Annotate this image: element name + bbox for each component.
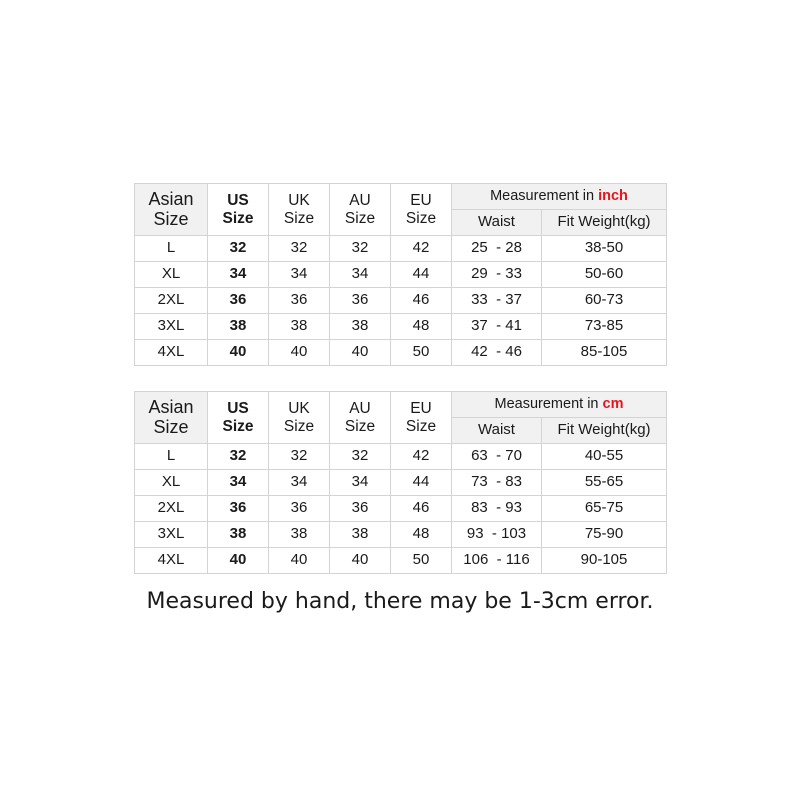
eu-size-cell: 46 [391, 496, 452, 522]
table-row [135, 496, 667, 522]
size-table-inch [134, 183, 667, 366]
au-size-header: AU Size [330, 184, 391, 236]
fit-weight-cell: 50-60 [542, 262, 667, 288]
fit-weight-cell: 38-50 [542, 236, 667, 262]
eu-size-header: EU Size [391, 392, 452, 444]
asian-size-header: Asian Size [135, 184, 208, 236]
size-table-cm [134, 391, 667, 574]
au-size-cell: 38 [330, 314, 391, 340]
asian-size-cell: 4XL [135, 548, 208, 574]
waist-header: Waist [452, 210, 542, 236]
waist-cell: 73 - 83 [452, 470, 542, 496]
eu-size-cell: 48 [391, 522, 452, 548]
waist-cell: 37 - 41 [452, 314, 542, 340]
uk-size-cell: 40 [269, 340, 330, 366]
uk-size-header: UK Size [269, 392, 330, 444]
fit-weight-cell: 65-75 [542, 496, 667, 522]
eu-size-cell: 42 [391, 444, 452, 470]
table-row [135, 236, 667, 262]
waist-header: Waist [452, 418, 542, 444]
eu-size-cell: 42 [391, 236, 452, 262]
table-row [135, 288, 667, 314]
measurement-header: Measurement in cm [452, 392, 667, 418]
uk-size-header: UK Size [269, 184, 330, 236]
fit-weight-cell: 55-65 [542, 470, 667, 496]
eu-size-cell: 48 [391, 314, 452, 340]
waist-cell: 83 - 93 [452, 496, 542, 522]
asian-size-cell: 2XL [135, 496, 208, 522]
asian-size-cell: 3XL [135, 314, 208, 340]
fit-weight-header: Fit Weight(kg) [542, 418, 667, 444]
table-row [135, 314, 667, 340]
us-size-cell: 32 [208, 236, 269, 262]
table-row [135, 548, 667, 574]
eu-size-header: EU Size [391, 184, 452, 236]
us-size-cell: 32 [208, 444, 269, 470]
us-size-cell: 34 [208, 262, 269, 288]
us-size-cell: 36 [208, 496, 269, 522]
us-size-header: US Size [208, 184, 269, 236]
waist-cell: 33 - 37 [452, 288, 542, 314]
us-size-header: US Size [208, 392, 269, 444]
measurement-note: Measured by hand, there may be 1-3cm error. [146, 589, 654, 614]
asian-size-cell: 3XL [135, 522, 208, 548]
au-size-cell: 32 [330, 236, 391, 262]
uk-size-cell: 36 [269, 496, 330, 522]
au-size-cell: 38 [330, 522, 391, 548]
uk-size-cell: 36 [269, 288, 330, 314]
waist-cell: 106 - 116 [452, 548, 542, 574]
au-size-cell: 40 [330, 548, 391, 574]
waist-cell: 63 - 70 [452, 444, 542, 470]
waist-cell: 29 - 33 [452, 262, 542, 288]
au-size-cell: 32 [330, 444, 391, 470]
au-size-cell: 34 [330, 470, 391, 496]
eu-size-cell: 50 [391, 340, 452, 366]
waist-cell: 25 - 28 [452, 236, 542, 262]
au-size-cell: 34 [330, 262, 391, 288]
asian-size-cell: XL [135, 262, 208, 288]
table-row [135, 470, 667, 496]
us-size-cell: 40 [208, 340, 269, 366]
asian-size-cell: L [135, 444, 208, 470]
measurement-header: Measurement in inch [452, 184, 667, 210]
table-row [135, 522, 667, 548]
us-size-cell: 40 [208, 548, 269, 574]
uk-size-cell: 38 [269, 314, 330, 340]
au-size-header: AU Size [330, 392, 391, 444]
eu-size-cell: 50 [391, 548, 452, 574]
asian-size-cell: XL [135, 470, 208, 496]
eu-size-cell: 44 [391, 262, 452, 288]
unit-label: inch [598, 187, 628, 204]
table-row [135, 262, 667, 288]
au-size-cell: 36 [330, 288, 391, 314]
uk-size-cell: 40 [269, 548, 330, 574]
fit-weight-cell: 90-105 [542, 548, 667, 574]
uk-size-cell: 34 [269, 262, 330, 288]
eu-size-cell: 44 [391, 470, 452, 496]
table-row [135, 444, 667, 470]
au-size-cell: 40 [330, 340, 391, 366]
uk-size-cell: 34 [269, 470, 330, 496]
waist-cell: 93 - 103 [452, 522, 542, 548]
us-size-cell: 34 [208, 470, 269, 496]
table-row [135, 340, 667, 366]
asian-size-cell: L [135, 236, 208, 262]
fit-weight-cell: 60-73 [542, 288, 667, 314]
asian-size-header: Asian Size [135, 392, 208, 444]
waist-cell: 42 - 46 [452, 340, 542, 366]
fit-weight-cell: 85-105 [542, 340, 667, 366]
uk-size-cell: 32 [269, 236, 330, 262]
us-size-cell: 38 [208, 522, 269, 548]
fit-weight-cell: 40-55 [542, 444, 667, 470]
eu-size-cell: 46 [391, 288, 452, 314]
au-size-cell: 36 [330, 496, 391, 522]
fit-weight-header: Fit Weight(kg) [542, 210, 667, 236]
fit-weight-cell: 75-90 [542, 522, 667, 548]
fit-weight-cell: 73-85 [542, 314, 667, 340]
us-size-cell: 36 [208, 288, 269, 314]
asian-size-cell: 2XL [135, 288, 208, 314]
us-size-cell: 38 [208, 314, 269, 340]
uk-size-cell: 38 [269, 522, 330, 548]
unit-label: cm [602, 395, 624, 412]
asian-size-cell: 4XL [135, 340, 208, 366]
uk-size-cell: 32 [269, 444, 330, 470]
